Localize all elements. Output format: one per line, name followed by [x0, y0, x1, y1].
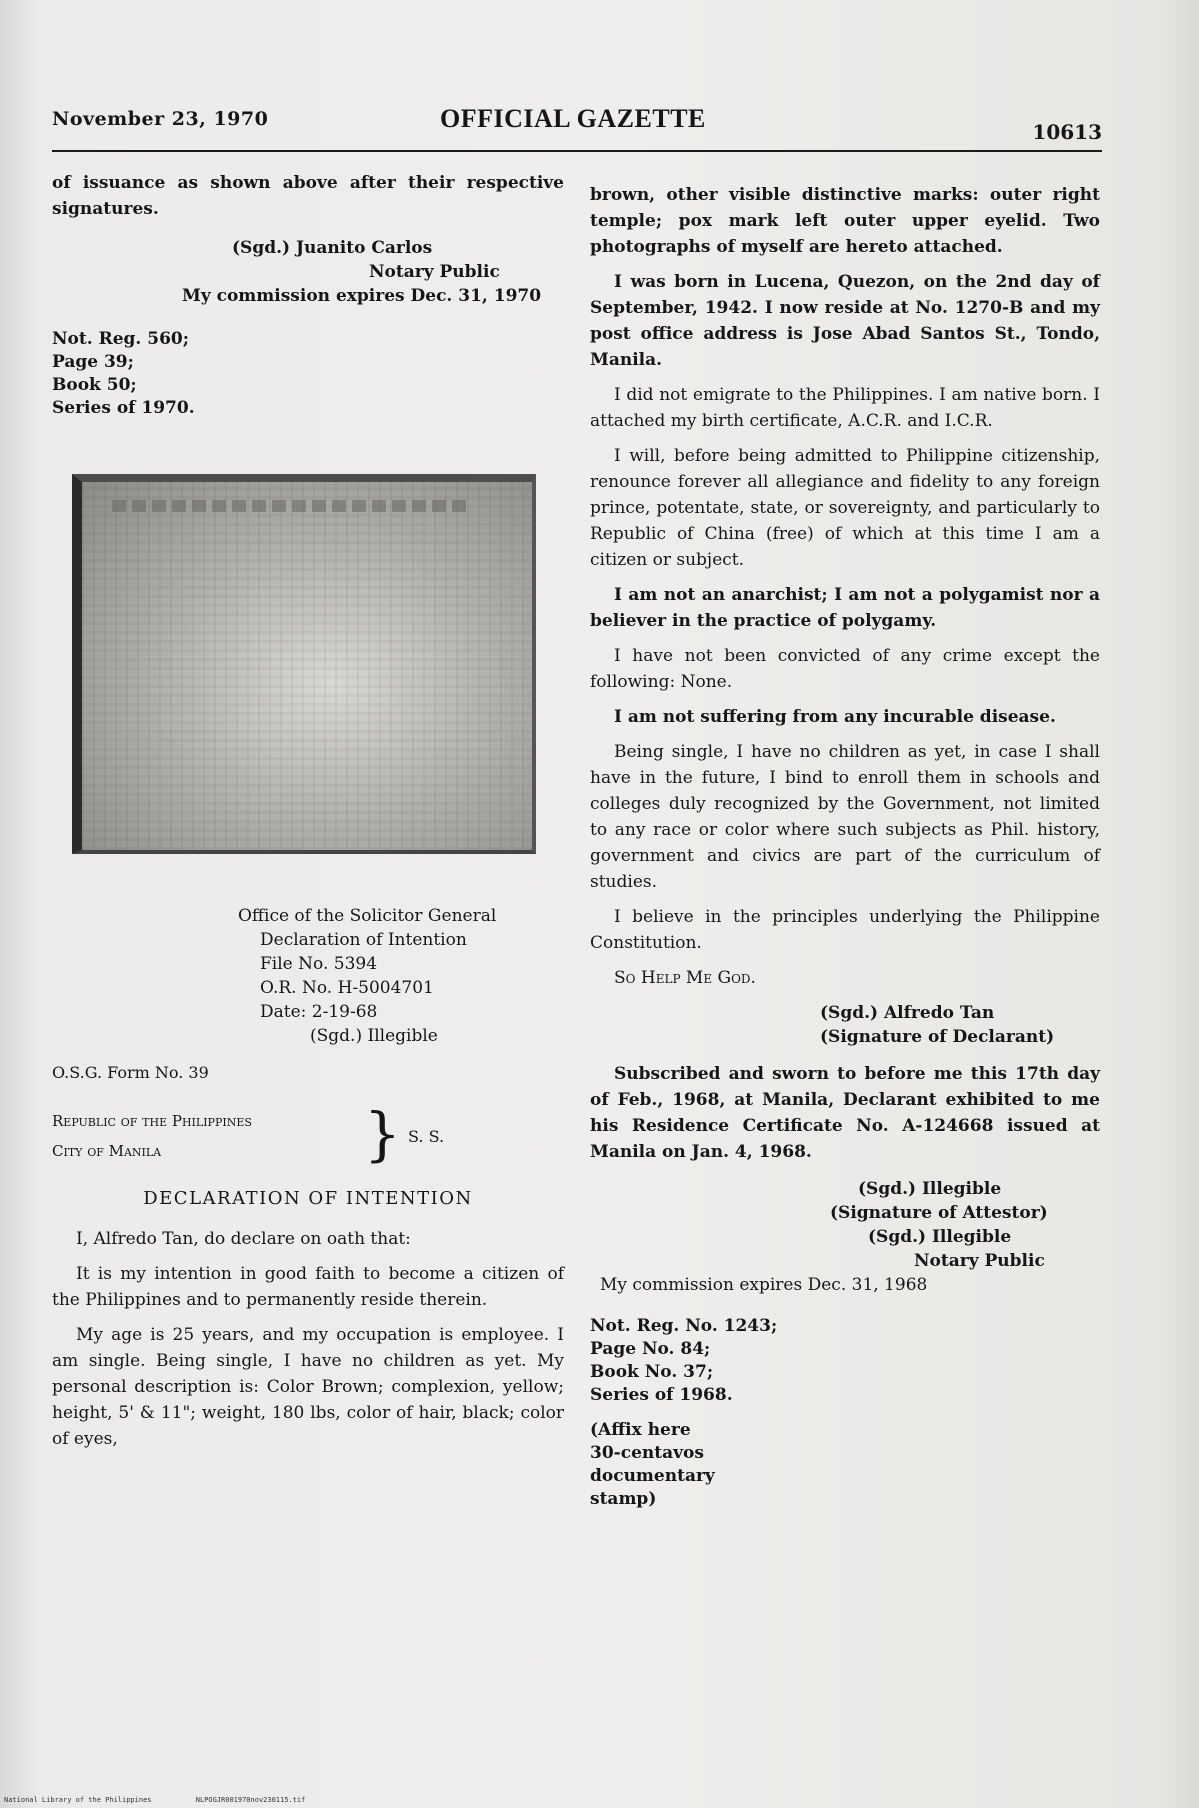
affix-line: (Affix here [590, 1420, 691, 1440]
footer-file: NLPOGJR001970nov230115.tif [195, 1796, 306, 1804]
reg2-line: Page No. 84; [590, 1339, 711, 1359]
office-line: Date: 2-19-68 [260, 1002, 378, 1022]
declaration-p1: I, Alfredo Tan, do declare on oath that: [76, 1229, 411, 1249]
notary-1-commission: My commission expires Dec. 31, 1970 [182, 286, 542, 306]
venue-lines [52, 1106, 252, 1166]
page-header [52, 104, 1102, 146]
header-rule [52, 150, 1102, 152]
right-p8: Being single, I have no children as yet, in case I shall have in the future, I bind to enroll them in schools and colleges duly recognized by the Government, not limited to any race or color where such subjects as Phil. history, government and civics are part of the curriculum of studies. [590, 742, 1100, 892]
reg2-line: Not. Reg. No. 1243; [590, 1316, 778, 1336]
notary-register-1 [52, 328, 564, 420]
venue-block [52, 1100, 564, 1168]
venue-city: City of Manila [52, 1142, 162, 1160]
header-page-number: 10613 [1032, 120, 1102, 144]
scan-footer [4, 1796, 345, 1804]
photo-image [72, 474, 536, 854]
right-p5: I am not an anarchist; I am not a polygamist nor a believer in the practice of polygamy. [590, 585, 1100, 631]
stamp-note [590, 1419, 1100, 1511]
office-line: Declaration of Intention [260, 930, 467, 950]
photo-header-text-blur [112, 500, 472, 512]
notary-2-commission: My commission expires Dec. 31, 1968 [600, 1275, 928, 1295]
affix-line: stamp) [590, 1489, 657, 1509]
venue-republic: Republic of the Philippines [52, 1112, 252, 1130]
office-line: Office of the Solicitor General [238, 906, 497, 926]
notary-2-title: Notary Public [914, 1251, 1045, 1271]
right-p2: I was born in Lucena, Quezon, on the 2nd day of September, 1942. I now reside at No. 1270-B and my post office address is Jose Abad Santos St., Tondo, Manila. [590, 272, 1100, 370]
venue-ss: S. S. [408, 1127, 445, 1146]
notary-register-2 [590, 1315, 1100, 1407]
reg1-line: Book 50; [52, 375, 137, 395]
office-line: File No. 5394 [260, 954, 378, 974]
declaration-p2: It is my intention in good faith to become a citizen of the Philippines and to permanently reside therein. [52, 1264, 564, 1310]
right-p4: I will, before being admitted to Philippine citizenship, renounce forever all allegiance and fidelity to any foreign prince, potentate, state, or sovereignty, and particularly to Republic of China (free) of which at this time I am a citizen or subject. [590, 446, 1100, 570]
brace-symbol: } [364, 1100, 401, 1168]
header-date: November 23, 1970 [52, 108, 269, 130]
affix-line: 30-centavos [590, 1443, 704, 1463]
reg1-line: Not. Reg. 560; [52, 329, 189, 349]
declarant-photo [72, 474, 536, 854]
right-p10: So Help Me God. [614, 968, 756, 988]
declarant-signature [590, 1001, 1100, 1049]
right-p1: brown, other visible distinctive marks: outer right temple; pox mark left outer upper eyelid. Two photographs of myself are hereto attached. [590, 185, 1100, 257]
reg2-line: Book No. 37; [590, 1362, 714, 1382]
right-column [590, 182, 1100, 1511]
attestor-notary-block [590, 1177, 1100, 1297]
reg2-line: Series of 1968. [590, 1385, 733, 1405]
osg-form-number: O.S.G. Form No. 39 [52, 1063, 209, 1082]
footer-library: National Library of the Philippines [4, 1796, 152, 1804]
office-line: (Sgd.) Illegible [310, 1026, 438, 1046]
right-p7: I am not suffering from any incurable disease. [614, 707, 1056, 727]
reg1-line: Series of 1970. [52, 398, 195, 418]
header-title: OFFICIAL GAZETTE [440, 104, 706, 133]
declaration-p3: My age is 25 years, and my occupation is employee. I am single. Being single, I have no children as yet. My personal description is: Color Brown; complexion, yellow; height, 5' & 11"; weight, 180 lbs, color of hair, black; color of eyes, [52, 1325, 564, 1449]
attestor-label: (Signature of Attestor) [830, 1203, 1048, 1223]
affix-line: documentary [590, 1466, 715, 1486]
subscribed-paragraph: Subscribed and sworn to before me this 17th day of Feb., 1968, at Manila, Declarant exhibited to me his Residence Certificate No. A-124668 issued at Manila on Jan. 4, 1968. [590, 1064, 1100, 1162]
attestor-sgd: (Sgd.) Illegible [858, 1179, 1002, 1199]
notary-2-sgd: (Sgd.) Illegible [868, 1227, 1012, 1247]
right-p9: I believe in the principles underlying the Philippine Constitution. [590, 907, 1100, 953]
solicitor-general-stamp [238, 904, 564, 1048]
notary-1-sgd: (Sgd.) Juanito Carlos [232, 238, 433, 258]
office-line: O.R. No. H-5004701 [260, 978, 434, 998]
reg1-line: Page 39; [52, 352, 134, 372]
declaration-title: DECLARATION OF INTENTION [143, 1188, 473, 1209]
right-p3: I did not emigrate to the Philippines. I am native born. I attached my birth certificate, A.C.R. and I.C.R. [590, 385, 1100, 431]
right-p6: I have not been convicted of any crime except the following: None. [590, 646, 1100, 692]
notary-signature-1 [52, 236, 564, 308]
notary-1-title: Notary Public [369, 262, 500, 282]
declarant-sgd: (Sgd.) Alfredo Tan [820, 1003, 995, 1023]
left-column [52, 170, 564, 1452]
intro-paragraph: of issuance as shown above after their respective signatures. [52, 173, 564, 219]
declarant-sig-label: (Signature of Declarant) [820, 1027, 1055, 1047]
